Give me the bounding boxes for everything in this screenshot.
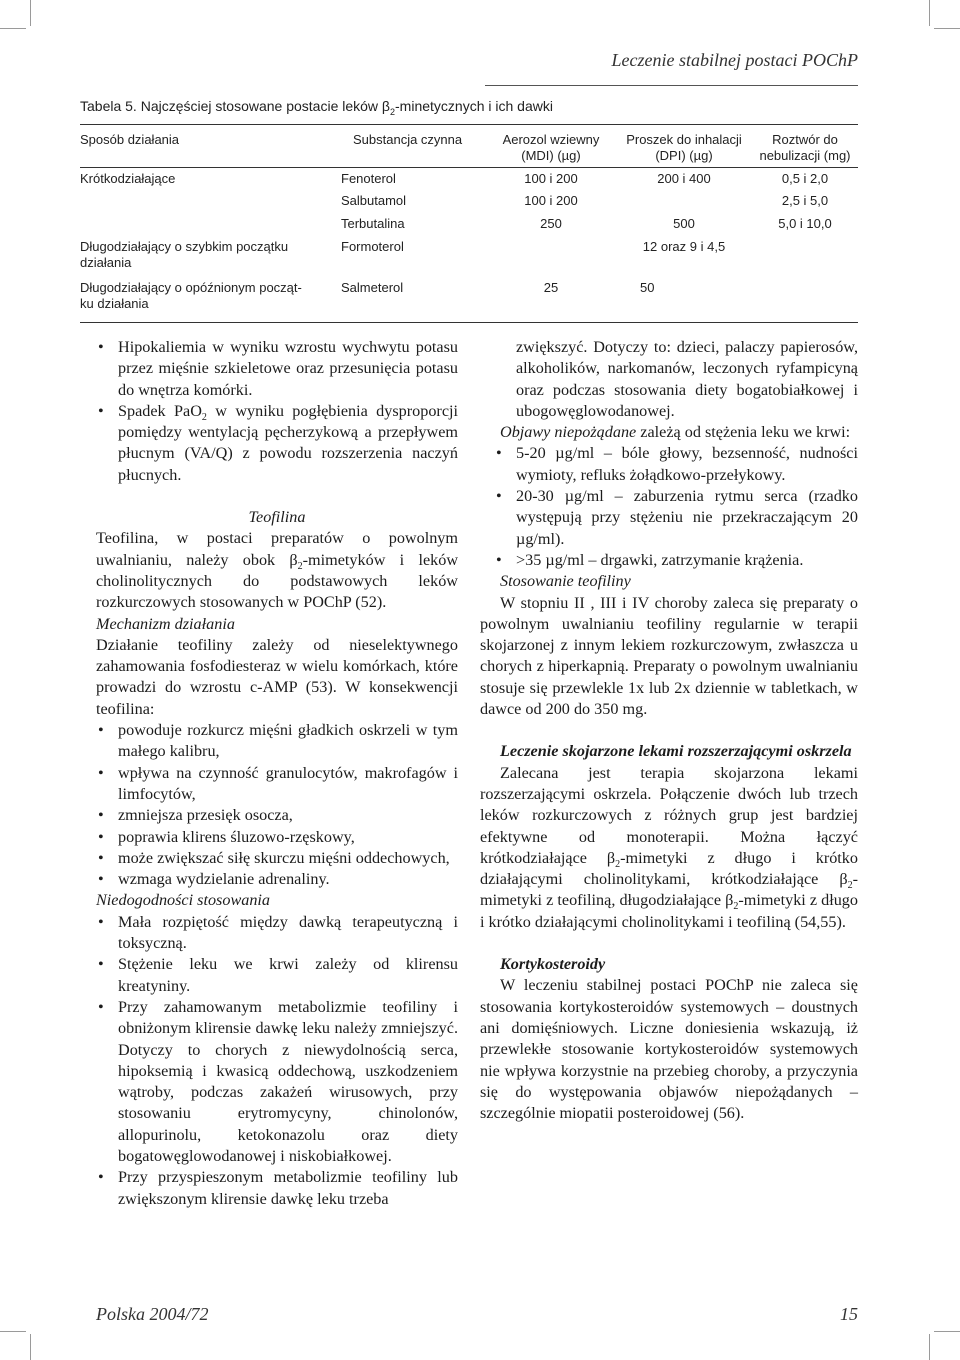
cell-salbutamol-neb: 2,5 i 5,0 <box>781 193 829 208</box>
paragraph: Działanie teofiliny zależy od nieselektywnego zahamowania fosfodiesteraz w wielu komórkach, które prowadzi do wzrostu c-AMP (53). W konsekwencji teofilina: <box>96 635 458 718</box>
caption-text: Tabela 5. Najczęściej stosowane postacie leków β <box>80 98 390 114</box>
table-bottom-rule <box>80 322 858 323</box>
col-header-mdi-line1: Aerozol wziewny <box>502 132 600 147</box>
table-caption <box>80 98 858 118</box>
cell-terbutalina-neb: 5,0 i 10,0 <box>778 216 832 231</box>
list-item: • wzmaga wydzielanie adrenaliny. <box>96 869 458 890</box>
cell-salbutamol-mdi: 100 i 200 <box>524 193 578 208</box>
list-item: • Przy zahamowanym metabolizmie teofiliny i obniżonym klirensie dawkę leku należy zmniejszyć. Dotyczy to chorych z niewydolnością serca, hipoksemią i kwasicą oddechową, uszkodzeniem wątroby, podczas zakażeń wirusowych, przy stosowaniu erytromycyny, chinolonów, allopurinolu, ketokonazolu oraz diety bogatowęglowodanowej i niskobiałkowej. <box>96 997 458 1167</box>
paragraph <box>480 422 858 443</box>
paragraph-text: Teofilina, w postaci preparatów o powolnym uwalnianiu, należy obok β <box>96 529 458 569</box>
col-header-mode: Sposób działania <box>80 132 180 147</box>
section-heading-teofilina: Teofilina <box>248 508 306 527</box>
list-item: • 20-30 µg/ml – zaburzenia rytmu serca (rzadko występują przy stężeniu nie przekraczającym 20 µg/ml). <box>494 486 858 550</box>
cell-slow-long-line2: ku działania <box>80 296 149 311</box>
cell-formoterol-dpi: 12 oraz 9 i 4,5 <box>642 239 726 254</box>
cell-salmeterol: Salmeterol <box>341 280 404 295</box>
col-header-neb <box>752 132 858 164</box>
cell-fenoterol: Fenoterol <box>341 171 396 186</box>
paragraph-text: zależą od stężenia leku we krwi: <box>636 423 851 442</box>
running-header: Leczenie stabilnej postaci POChP <box>611 50 858 70</box>
paragraph <box>96 528 458 613</box>
cell-salmeterol-mdi: 25 <box>543 280 559 295</box>
spacer <box>96 486 458 507</box>
list-item: • Przy przyspieszonym metabolizmie teofiliny lub zwiększonym klirensie dawkę leku trzeba <box>96 1167 458 1210</box>
paragraph-text: Zalecana jest terapia skojarzona lekami rozszerzającymi oskrzela. Połączenie dwóch lub trzech leków rozkurczowych z różnych grup jest bardziej efektywne od monoterapii. Można łączyć krótkodziałające β <box>480 763 858 867</box>
subheading-mechanism: Mechanizm działania <box>96 614 235 633</box>
list-item: • Stężenie leku we krwi zależy od klirensu kreatyniny. <box>96 954 458 997</box>
list-item: • >35 µg/ml – drgawki, zatrzymanie krążenia. <box>494 550 858 571</box>
col-header-mdi-line2: (MDI) (µg) <box>521 148 581 163</box>
crop-mark <box>0 1331 26 1332</box>
crop-mark <box>934 1331 960 1332</box>
crop-mark <box>929 0 930 26</box>
header-rule <box>485 85 858 86</box>
dose-table <box>80 98 858 323</box>
col-header-substance: Substancja czynna <box>353 132 463 147</box>
paragraph-text: -mimetyki z długo i krótko działającymi cholinolitykami i teofiliną (54,55). <box>480 891 858 931</box>
subscript: 2 <box>847 880 853 892</box>
list-item <box>96 401 458 486</box>
paragraph-text: -mimetyki z długo i krótko działającymi cholinolitykami, krótkodziałające β <box>480 848 858 889</box>
crop-mark <box>929 1334 930 1360</box>
paragraph: W stopniu II , III i IV choroby zaleca się preparaty o powolnym uwalnianiu teofiliny regularnie w terapii skojarzonej z innym lekiem rozkurczowym, zwłaszcza u chorych z hiperkapnią. Preparaty o powolnym uwalnianiu stosuje się przewlekle 1x lub 2x dziennie w tabletkach, w dawce od 200 do 350 mg. <box>480 593 858 719</box>
side-effect-list <box>96 337 458 486</box>
crop-mark <box>934 28 960 29</box>
caption-text-end: -minetycznych i ich dawki <box>395 98 553 114</box>
list-item-text: w wyniku pogłębienia dysproporcji pomiędzy wentylacją pęcherzykową a przepływem płucnym (VA/Q) z powodu rozszerzenia naczyń płucnych. <box>118 401 458 484</box>
table-header <box>80 125 858 167</box>
table-body <box>80 168 858 322</box>
footer-journal: Polska 2004/72 <box>96 1304 209 1324</box>
col-header-dpi <box>614 132 754 164</box>
subscript: 2 <box>201 412 207 424</box>
crop-mark <box>30 1334 31 1360</box>
cell-slow-long-acting <box>80 280 302 312</box>
cell-short-acting: Krótkodziałające <box>80 171 176 186</box>
list-item: • zmniejsza przesięk osocza, <box>96 805 458 826</box>
cell-terbutalina-mdi: 250 <box>540 216 562 231</box>
cell-fenoterol-mdi: 100 i 200 <box>524 171 578 186</box>
cell-slow-long-line1: Długodziałający o opóźnionym począt- <box>80 280 302 295</box>
left-column <box>96 337 458 1210</box>
crop-mark <box>0 28 26 29</box>
list-item: • poprawia klirens śluzowo-rzęskowy, <box>96 827 458 848</box>
list-item: • wpływa na czynność granulocytów, makrofagów i limfocytów, <box>96 763 458 806</box>
spacer <box>480 720 858 741</box>
cell-salbutamol: Salbutamol <box>341 193 407 208</box>
list-item: • Mała rozpiętość między dawką terapeutyczną i toksyczną. <box>96 912 458 955</box>
subscript: 2 <box>297 560 303 572</box>
subscript: 2 <box>615 859 621 871</box>
subscript: 2 <box>733 901 739 913</box>
list-item: • Hipokaliemia w wyniku wzrostu wychwytu potasu przez mięśnie szkieletowe oraz przesunięcia potasu do wnętrza komórki. <box>96 337 458 401</box>
section-heading-corticosteroids: Kortykosteroidy <box>500 955 606 974</box>
list-item: • powoduje rozkurcz mięśni gładkich oskrzeli w tym małego kalibru, <box>96 720 458 763</box>
spacer <box>480 933 858 954</box>
paragraph-text: -mimetyków i leków cholinolitycznych do podstawowych leków rozkurczowych stosowanych w POChP (52). <box>96 550 459 612</box>
paragraph-text: -mimetyki z teofiliną, długodziałające β <box>480 870 858 910</box>
paragraph-continued: zwiększyć. Dotyczy to: dzieci, palaczy papierosów, alkoholików, narkomanów, leczonych ryfampicyną oraz podczas stosowania diety bogatobiałkowej i ubogowęglowodanowej. <box>516 338 858 420</box>
list-item-text: Spadek PaO <box>118 401 202 420</box>
caption-sub: 2 <box>390 106 396 117</box>
col-header-dpi-line1: Proszek do inhalacji <box>626 132 742 147</box>
footer-page-number: 15 <box>840 1304 858 1324</box>
right-column <box>480 337 858 1124</box>
cell-terbutalina-dpi: 500 <box>673 216 695 231</box>
cell-salmeterol-dpi: 50 <box>640 280 655 295</box>
col-header-neb-line1: Roztwór do <box>772 132 838 147</box>
list-item: • może zwiększać siłę skurczu mięśni oddechowych, <box>96 848 458 869</box>
cell-fast-long-line1: Długodziałający o szybkim początku <box>80 239 289 254</box>
section-heading-combo: Leczenie skojarzone lekami rozszerzającymi oskrzela <box>500 742 852 761</box>
paragraph: W leczeniu stabilnej postaci POChP nie zaleca się stosowania kortykosteroidów systemowych – doustnych ani domięśniowych. Liczne doniesienia wskazują, iż przewlekłe stosowanie kortykosteroidów systemowych nie wpływa korzystnie na przebieg choroby, a przyczynia się do występowania objawów niepożądanych – szczególnie miopatii posteroidowej (56). <box>480 976 858 1123</box>
cell-formoterol: Formoterol <box>341 239 404 254</box>
cell-fenoterol-neb: 0,5 i 2,0 <box>781 171 829 186</box>
inline-heading: Objawy niepożądane <box>500 423 637 442</box>
col-header-mdi <box>486 132 616 164</box>
subheading-drawbacks: Niedogodności stosowania <box>96 891 271 910</box>
drawbacks-list <box>96 912 458 1210</box>
cell-fast-long-line2: działania <box>80 255 132 270</box>
cell-terbutalina: Terbutalina <box>341 216 405 231</box>
serum-levels-list <box>480 443 858 571</box>
mechanism-list <box>96 720 458 890</box>
paragraph <box>480 763 858 933</box>
subheading-use: Stosowanie teofiliny <box>500 572 631 591</box>
col-header-dpi-line2: (DPI) (µg) <box>655 148 713 163</box>
cell-fast-long-acting <box>80 239 288 271</box>
list-item: • 5-20 µg/ml – bóle głowy, bezsenność, nudności wymioty, refluks żołądkowo-przełykowy. <box>494 443 858 486</box>
cell-fenoterol-dpi: 200 i 400 <box>657 171 711 186</box>
col-header-neb-line2: nebulizacji (mg) <box>759 148 851 163</box>
crop-mark <box>30 0 31 26</box>
